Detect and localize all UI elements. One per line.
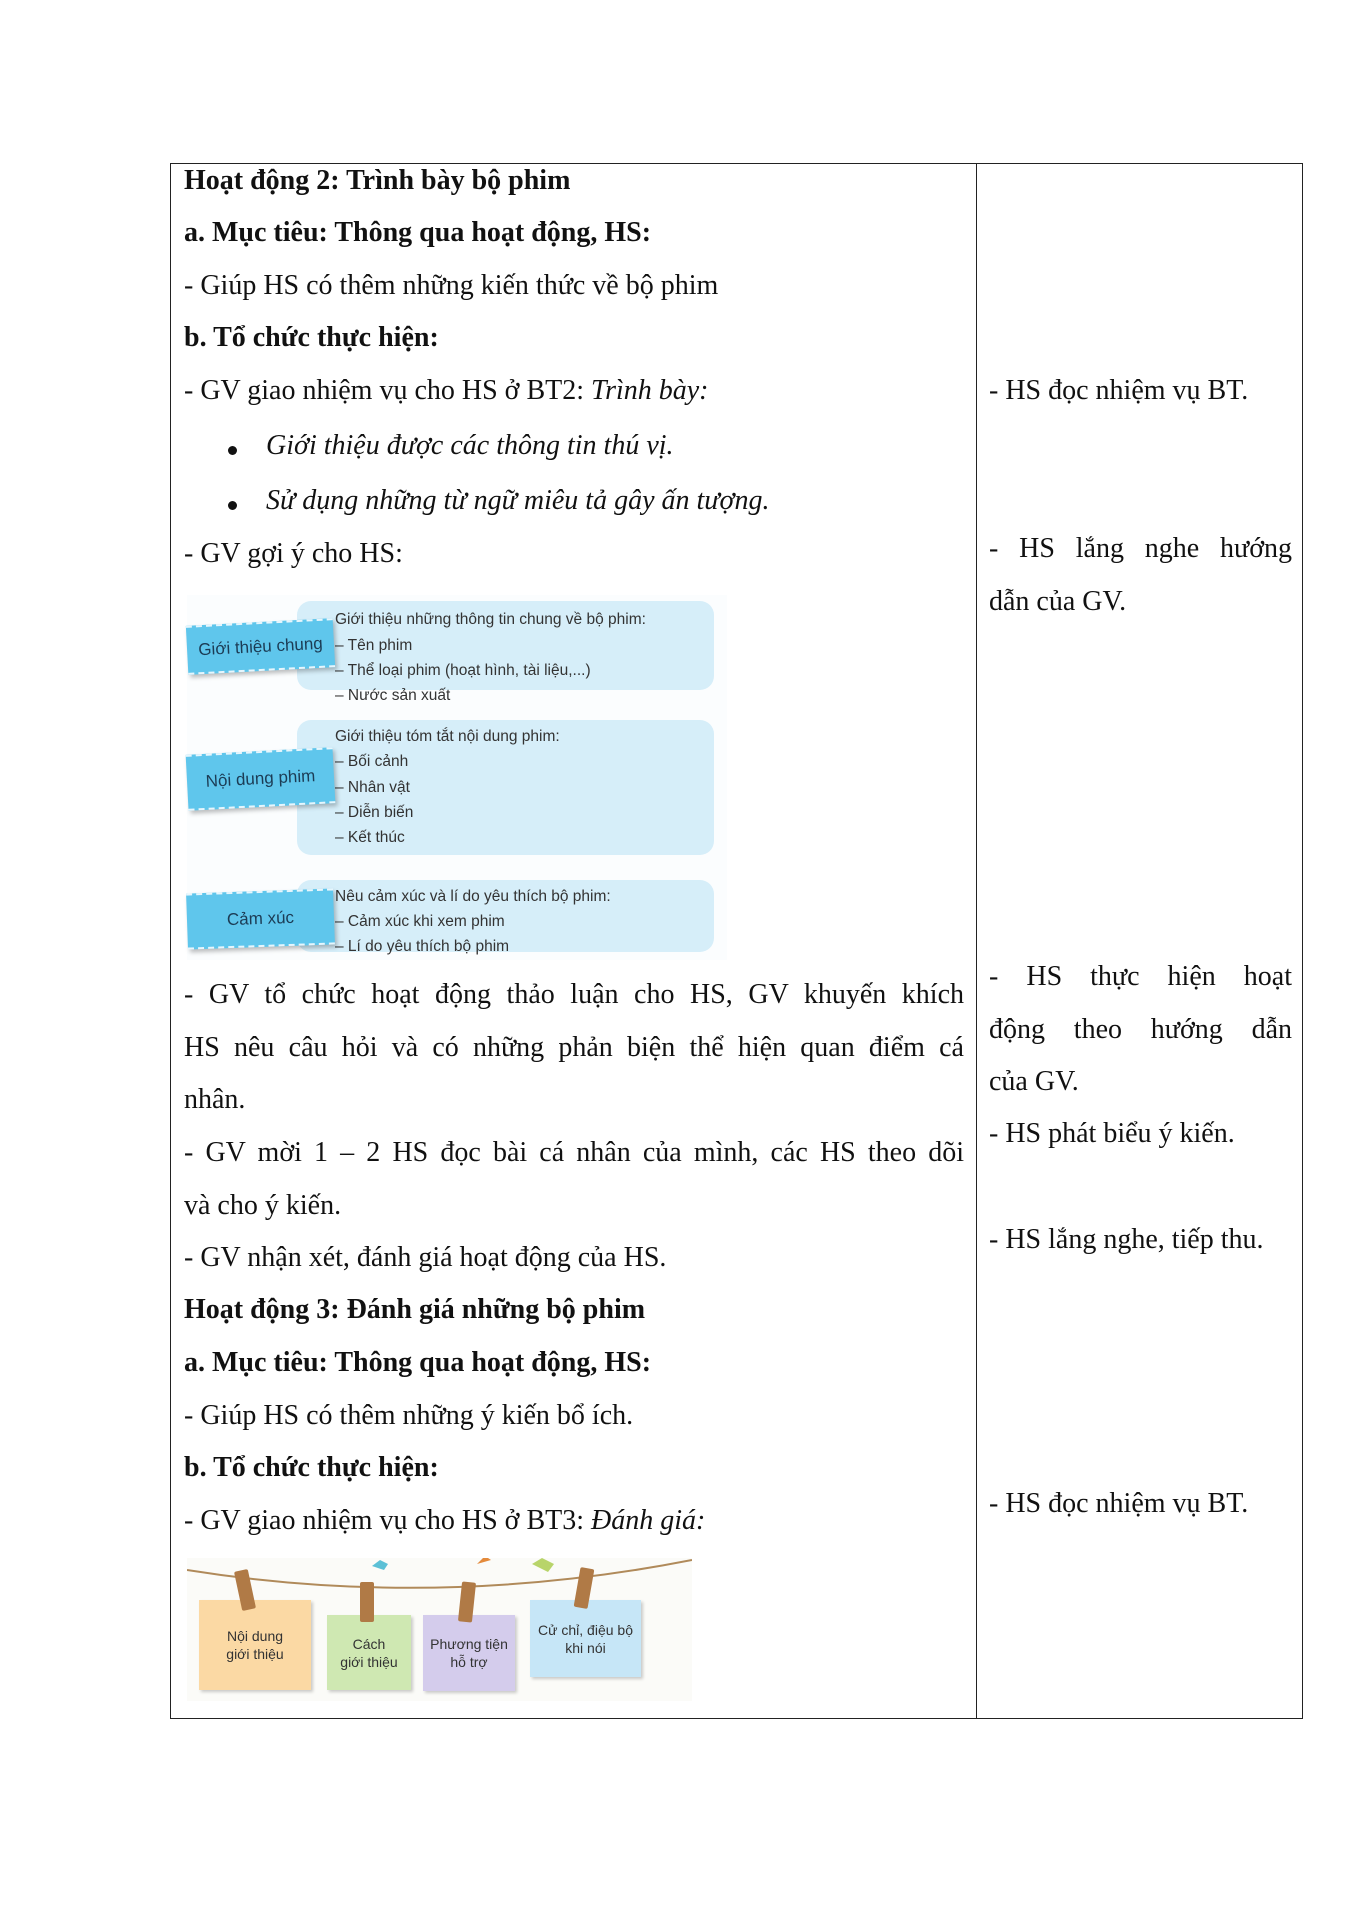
evaluate-text: - GV nhận xét, đánh giá hoạt động của HS. [184,1242,667,1273]
bullet-item-2: Sử dụng những từ ngữ miêu tả gây ấn tượng. [266,485,770,516]
student-activity-1: - HS đọc nhiệm vụ BT. [989,375,1249,406]
activity-3-objective-heading: a. Mục tiêu: Thông qua hoạt động, HS: [184,1347,652,1378]
panel-item: – Tên phim [335,637,413,654]
activity-3-task [184,1504,705,1538]
card-label: Cách [352,1635,386,1652]
clothespin [360,1582,374,1622]
student-activity-3-line-1: - HS thực hiện hoạt [989,961,1292,992]
panel-item: – Diễn biến [335,804,414,821]
activity-3-objective-item: - Giúp HS có thêm những ý kiến bổ ích. [184,1400,634,1431]
card-label: Phương tiện [430,1636,508,1652]
card-content-intro [199,1600,311,1690]
student-activity-4: - HS phát biểu ý kiến. [989,1118,1235,1149]
student-activity-3-line-3: của GV. [989,1066,1079,1097]
student-activity-5: - HS lắng nghe, tiếp thu. [989,1224,1264,1255]
card-label: khi nói [565,1639,606,1656]
evaluation-criteria-diagram [187,1558,692,1701]
card-label: Nội dung [226,1628,284,1644]
card-intro-method [327,1615,411,1690]
student-activity-3-line-2: động theo hướng dẫn [989,1014,1292,1045]
activity-2-objective-heading: a. Mục tiêu: Thông qua hoạt động, HS: [184,217,652,248]
panel-item: – Kết thúc [335,829,405,846]
student-activity-2-line-2: dẫn của GV. [989,586,1127,617]
task-italic: Trình bày: [591,375,709,406]
card-support-tools [423,1615,515,1691]
invite-line-1: - GV mời 1 – 2 HS đọc bài cá nhân của mình, các HS theo dõi [184,1137,964,1168]
tag-general-intro: Giới thiệu chung [186,618,335,675]
card-label: giới thiệu [340,1653,398,1670]
card-label: Cử chỉ, điệu bộ [538,1621,633,1638]
film-presentation-diagram [187,595,727,960]
activity-3-implementation-heading: b. Tổ chức thực hiện: [184,1452,439,1483]
activity-2-implementation-heading: b. Tổ chức thực hiện: [184,322,439,353]
panel-heading: Giới thiệu tóm tắt nội dung phim: [335,728,560,745]
hint-text: - GV gợi ý cho HS: [184,538,403,569]
card-label: giới thiệu [226,1646,284,1662]
discussion-line-1: - GV tổ chức hoạt động thảo luận cho HS, GV khuyến khích [184,979,964,1010]
panel-item: – Thể loại phim (hoạt hình, tài liệu,...) [335,662,591,679]
activity-2-objective-item: - Giúp HS có thêm những kiến thức về bộ phim [184,270,719,301]
panel-film-content [297,720,714,855]
panel-item: – Nước sản xuất [335,687,451,704]
bullet-dot [228,501,237,510]
panel-general-info [297,601,714,704]
student-activity-2-line-1: - HS lắng nghe hướng [989,533,1292,564]
panel-item: – Cảm xúc khi xem phim [335,913,505,930]
card-gestures [530,1600,641,1677]
bullet-dot [228,446,237,455]
task-prefix: - GV giao nhiệm vụ cho HS ở BT3: [184,1505,592,1536]
panel-item: – Lí do yêu thích bộ phim [335,938,510,955]
student-activity-6: - HS đọc nhiệm vụ BT. [989,1488,1249,1519]
column-divider [976,164,977,1718]
invite-line-2: và cho ý kiến. [184,1190,342,1221]
activity-2-task [184,374,709,408]
lesson-table [170,163,1303,1719]
activity-2-title: Hoạt động 2: Trình bày bộ phim [184,165,571,196]
tag-film-content: Nội dung phim [186,747,336,811]
panel-heading: Giới thiệu những thông tin chung về bộ phim: [335,611,646,628]
panel-item: – Nhân vật [335,779,410,796]
panel-heading: Nêu cảm xúc và lí do yêu thích bộ phim: [335,888,611,905]
tag-emotion: Cảm xúc [186,888,335,949]
task-italic: Đánh giá: [591,1505,706,1536]
card-label: hỗ trợ [450,1654,488,1670]
bullet-item-1: Giới thiệu được các thông tin thú vị. [266,430,674,461]
discussion-line-3: nhân. [184,1084,246,1115]
discussion-line-2: HS nêu câu hỏi và có những phản biện thể hiện quan điểm cá [184,1032,964,1063]
activity-3-title: Hoạt động 3: Đánh giá những bộ phim [184,1294,646,1325]
panel-emotion [297,880,714,955]
task-prefix: - GV giao nhiệm vụ cho HS ở BT2: [184,375,592,406]
panel-item: – Bối cảnh [335,753,409,770]
